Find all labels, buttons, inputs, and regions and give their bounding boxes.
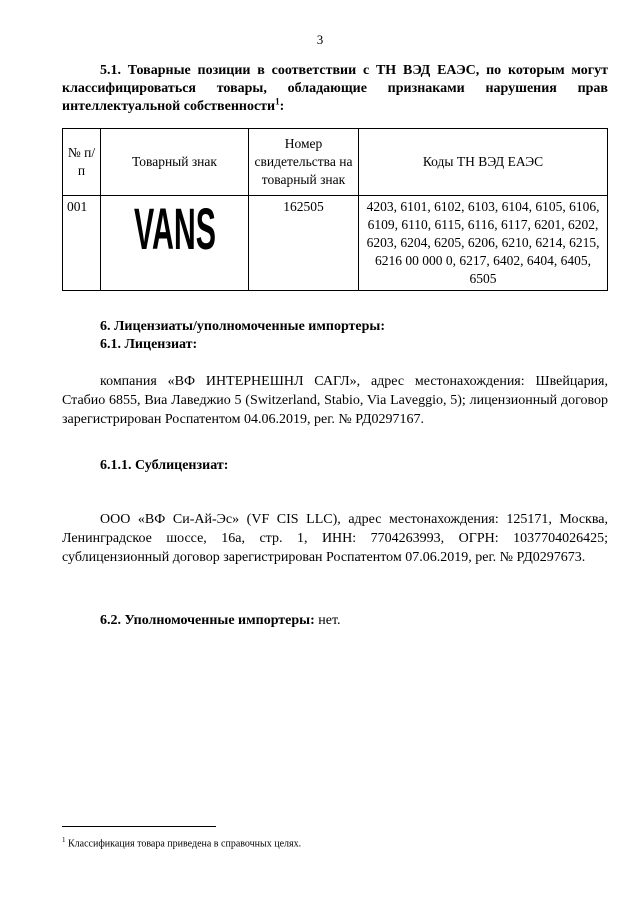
section-6-title: 6. Лицензиаты/уполномоченные импортеры: <box>100 319 386 334</box>
header-codes: Коды ТН ВЭД ЕАЭС <box>359 129 608 196</box>
section-6-2-title: 6.2. Уполномоченные импортеры: <box>100 613 315 628</box>
table-header-row <box>63 129 608 196</box>
section-5-1-title-end: : <box>279 99 285 114</box>
row-trademark <box>101 196 249 291</box>
table-row <box>63 196 608 291</box>
vans-logo-text: VANS <box>133 197 216 262</box>
header-certificate: Номер свидетельства на товарный знак <box>249 129 359 196</box>
section-6-1-1-title: 6.1.1. Сублицензиат: <box>100 458 229 473</box>
vans-logo-image <box>133 197 217 262</box>
section-6-2-value: нет. <box>314 613 341 628</box>
section-5-1-title <box>62 62 608 116</box>
vans-logo <box>133 197 217 262</box>
header-trademark: Товарный знак <box>101 129 249 196</box>
row-certificate: 162505 <box>249 196 359 291</box>
section-5-1-title-text: 5.1. Товарные позиции в соответствии с ТН ВЭД ЕАЭС, по которым могут классифицироваться товары, обладающие признаками нарушения прав интеллектуальной собственности <box>62 63 608 114</box>
header-num: № п/п <box>63 129 101 196</box>
section-6-2 <box>100 612 341 630</box>
sublicensee-text: ООО «ВФ Си-Ай-Эс» (VF CIS LLC), адрес местонахождения: 125171, Москва, Ленинградское шоссе, 16а, стр. 1, ИНН: 7704263993, ОГРН: 1037704026425; сублицензионный договор зарегистрирован Роспатентом 07.06.2019, рег. № РД0297673. <box>62 512 608 565</box>
row-codes: 4203, 6101, 6102, 6103, 6104, 6105, 6106, 6109, 6110, 6115, 6116, 6117, 6201, 6202, 6203, 6204, 6205, 6206, 6210, 6214, 6215, 6216 00 000 0, 6217, 6402, 6404, 6405, 6505 <box>359 196 608 291</box>
footnote-text: Классификация товара приведена в справочных целях. <box>65 838 302 850</box>
licensee-text: компания «ВФ ИНТЕРНЕШНЛ САГЛ», адрес местонахождения: Швейцария, Стабио 6855, Виа Лаведжио 5 (Switzerland, Stabio, Via Laveggio, 5); лицензионный договор зарегистрирован Роспатентом 04.06.2019, рег. № РД0297167. <box>62 374 608 427</box>
footnote <box>62 834 301 850</box>
footnote-ref: 1 <box>275 96 280 107</box>
section-6-1-title: 6.1. Лицензиат: <box>100 337 198 352</box>
page-number: 3 <box>316 32 324 47</box>
goods-table <box>62 128 608 291</box>
footnote-mark: 1 <box>62 836 66 844</box>
row-num: 001 <box>63 196 101 291</box>
footnote-divider <box>62 826 216 827</box>
